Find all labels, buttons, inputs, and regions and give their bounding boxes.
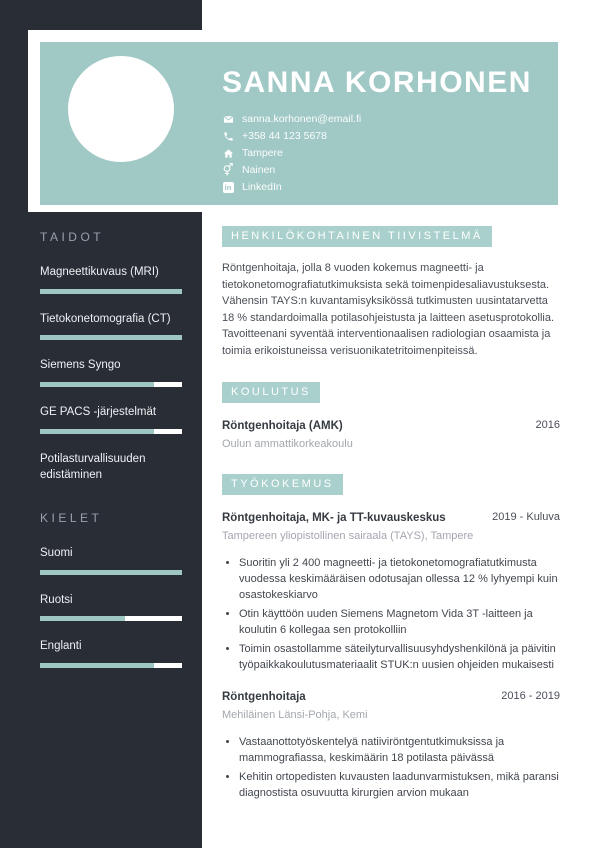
job-bullet: • Toimin osastollamme säteilyturvallisuusyhdyshenkilönä ja päivitin työpaikkakoulutusmateriaalit STUK:n uusien ohjeiden mukaisesti — [239, 641, 560, 673]
contact-email-text: sanna.korhonen@email.fi — [242, 113, 362, 125]
skill-label: Tietokonetomografia (CT) — [40, 312, 171, 325]
skill-bar — [40, 429, 182, 434]
skill-item — [40, 451, 182, 484]
home-icon — [222, 147, 234, 159]
contact-gender-text: Nainen — [242, 164, 276, 176]
languages-section-title: KIELET — [40, 511, 103, 526]
job-bullets — [222, 734, 560, 801]
language-label: Suomi — [40, 547, 73, 560]
job-date: 2016 - 2019 — [501, 689, 560, 702]
contact-location — [222, 147, 552, 159]
header-band — [40, 42, 558, 205]
sidebar — [40, 230, 182, 685]
language-label: Ruotsi — [40, 593, 73, 606]
experience-section-badge: TYÖKOKEMUS — [222, 474, 343, 495]
school-name: Oulun ammattikorkeakoulu — [222, 438, 353, 451]
job-bullet: • Vastaanottotyöskentelyä natiiviröntgentutkimuksissa ja mammografiassa, keskimäärin 18 potilasta päivässä — [239, 734, 560, 766]
language-item — [40, 545, 182, 575]
language-label: Englanti — [40, 640, 82, 653]
page-title: SANNA KORHONEN — [222, 66, 532, 99]
skill-item — [40, 404, 182, 434]
job-title: Röntgenhoitaja, MK- ja TT-kuvauskeskus — [222, 512, 446, 525]
skill-label: Magneettikuvaus (MRI) — [40, 266, 159, 278]
job-entry — [222, 510, 560, 673]
job-bullet: • Kehitin ortopedisten kuvausten laadunvarmistuksen, mikä paransi diagnostista osuvuutta kirurgien arvion mukaan — [239, 769, 560, 801]
education-entry — [222, 418, 560, 450]
language-bar — [40, 570, 182, 575]
contact-phone — [222, 130, 552, 142]
skill-label: Potilasturvallisuuden edistäminen — [40, 452, 146, 482]
language-item — [40, 638, 182, 668]
header-frame — [28, 30, 568, 212]
linkedin-icon: in — [222, 181, 234, 193]
skill-bar — [40, 335, 182, 340]
skill-item — [40, 357, 182, 387]
skill-bar — [40, 289, 182, 294]
language-item — [40, 592, 182, 622]
summary-section-badge: HENKILÖKOHTAINEN TIIVISTELMÄ — [222, 226, 492, 247]
main-content — [222, 226, 560, 813]
contact-linkedin-text[interactable]: LinkedIn — [242, 181, 282, 193]
language-bar — [40, 616, 182, 621]
job-date: 2019 - Kuluva — [492, 511, 560, 524]
skill-bar — [40, 382, 182, 387]
header-text — [222, 66, 552, 198]
skills-section-title: TAIDOT — [40, 230, 105, 244]
contact-email — [222, 113, 552, 125]
skill-label: GE PACS -järjestelmät — [40, 406, 157, 419]
job-title: Röntgenhoitaja — [222, 690, 306, 703]
contact-list — [222, 113, 552, 193]
contact-location-text: Tampere — [242, 147, 283, 159]
summary-text: Röntgenhoitaja, jolla 8 vuoden kokemus magneetti- ja tietokonetomografiatutkimuksista sekä toimenpidesaliavustuksesta. Vähensin TAYS:n kuvantamisyksikössä tutkimusten uusintatarvetta 18 % standardoimalla potilasohjeistusta ja laitteen asetusprotokollia. Tavoitteenani syventää interventionaalisen radiologian osaamista ja toimia erikoistuneissa verisuonikatetritoimenpiteissä. — [222, 262, 555, 357]
job-bullet: • Suoritin yli 2 400 magneetti- ja tietokonetomografiatutkimusta vuodessa keskimääräisen odotusajan ollessa 12 % lyhyempi kuin osastokeskiarvo — [239, 555, 560, 603]
job-entry — [222, 689, 560, 801]
language-bar — [40, 663, 182, 668]
education-date: 2016 — [535, 419, 560, 431]
skill-item — [40, 264, 182, 294]
skill-label: Siemens Syngo — [40, 359, 121, 372]
job-company: Tampereen yliopistollinen sairaala (TAYS), Tampere — [222, 530, 474, 543]
contact-linkedin[interactable] — [222, 181, 552, 193]
email-icon — [222, 113, 234, 125]
job-bullets — [222, 555, 560, 673]
contact-gender — [222, 164, 552, 176]
job-company: Mehiläinen Länsi-Pohja, Kemi — [222, 708, 368, 721]
job-bullet: • Otin käyttöön uuden Siemens Magnetom Vida 3T -laitteen ja koulutin 6 kollegaa sen protokolliin — [239, 606, 560, 638]
education-section-badge: KOULUTUS — [222, 382, 320, 403]
skill-item — [40, 311, 182, 341]
phone-icon — [222, 130, 234, 142]
avatar — [68, 56, 174, 162]
gender-icon: ⚥ — [222, 163, 234, 177]
degree-title: Röntgenhoitaja (AMK) — [222, 420, 343, 432]
contact-phone-text: +358 44 123 5678 — [242, 130, 327, 142]
